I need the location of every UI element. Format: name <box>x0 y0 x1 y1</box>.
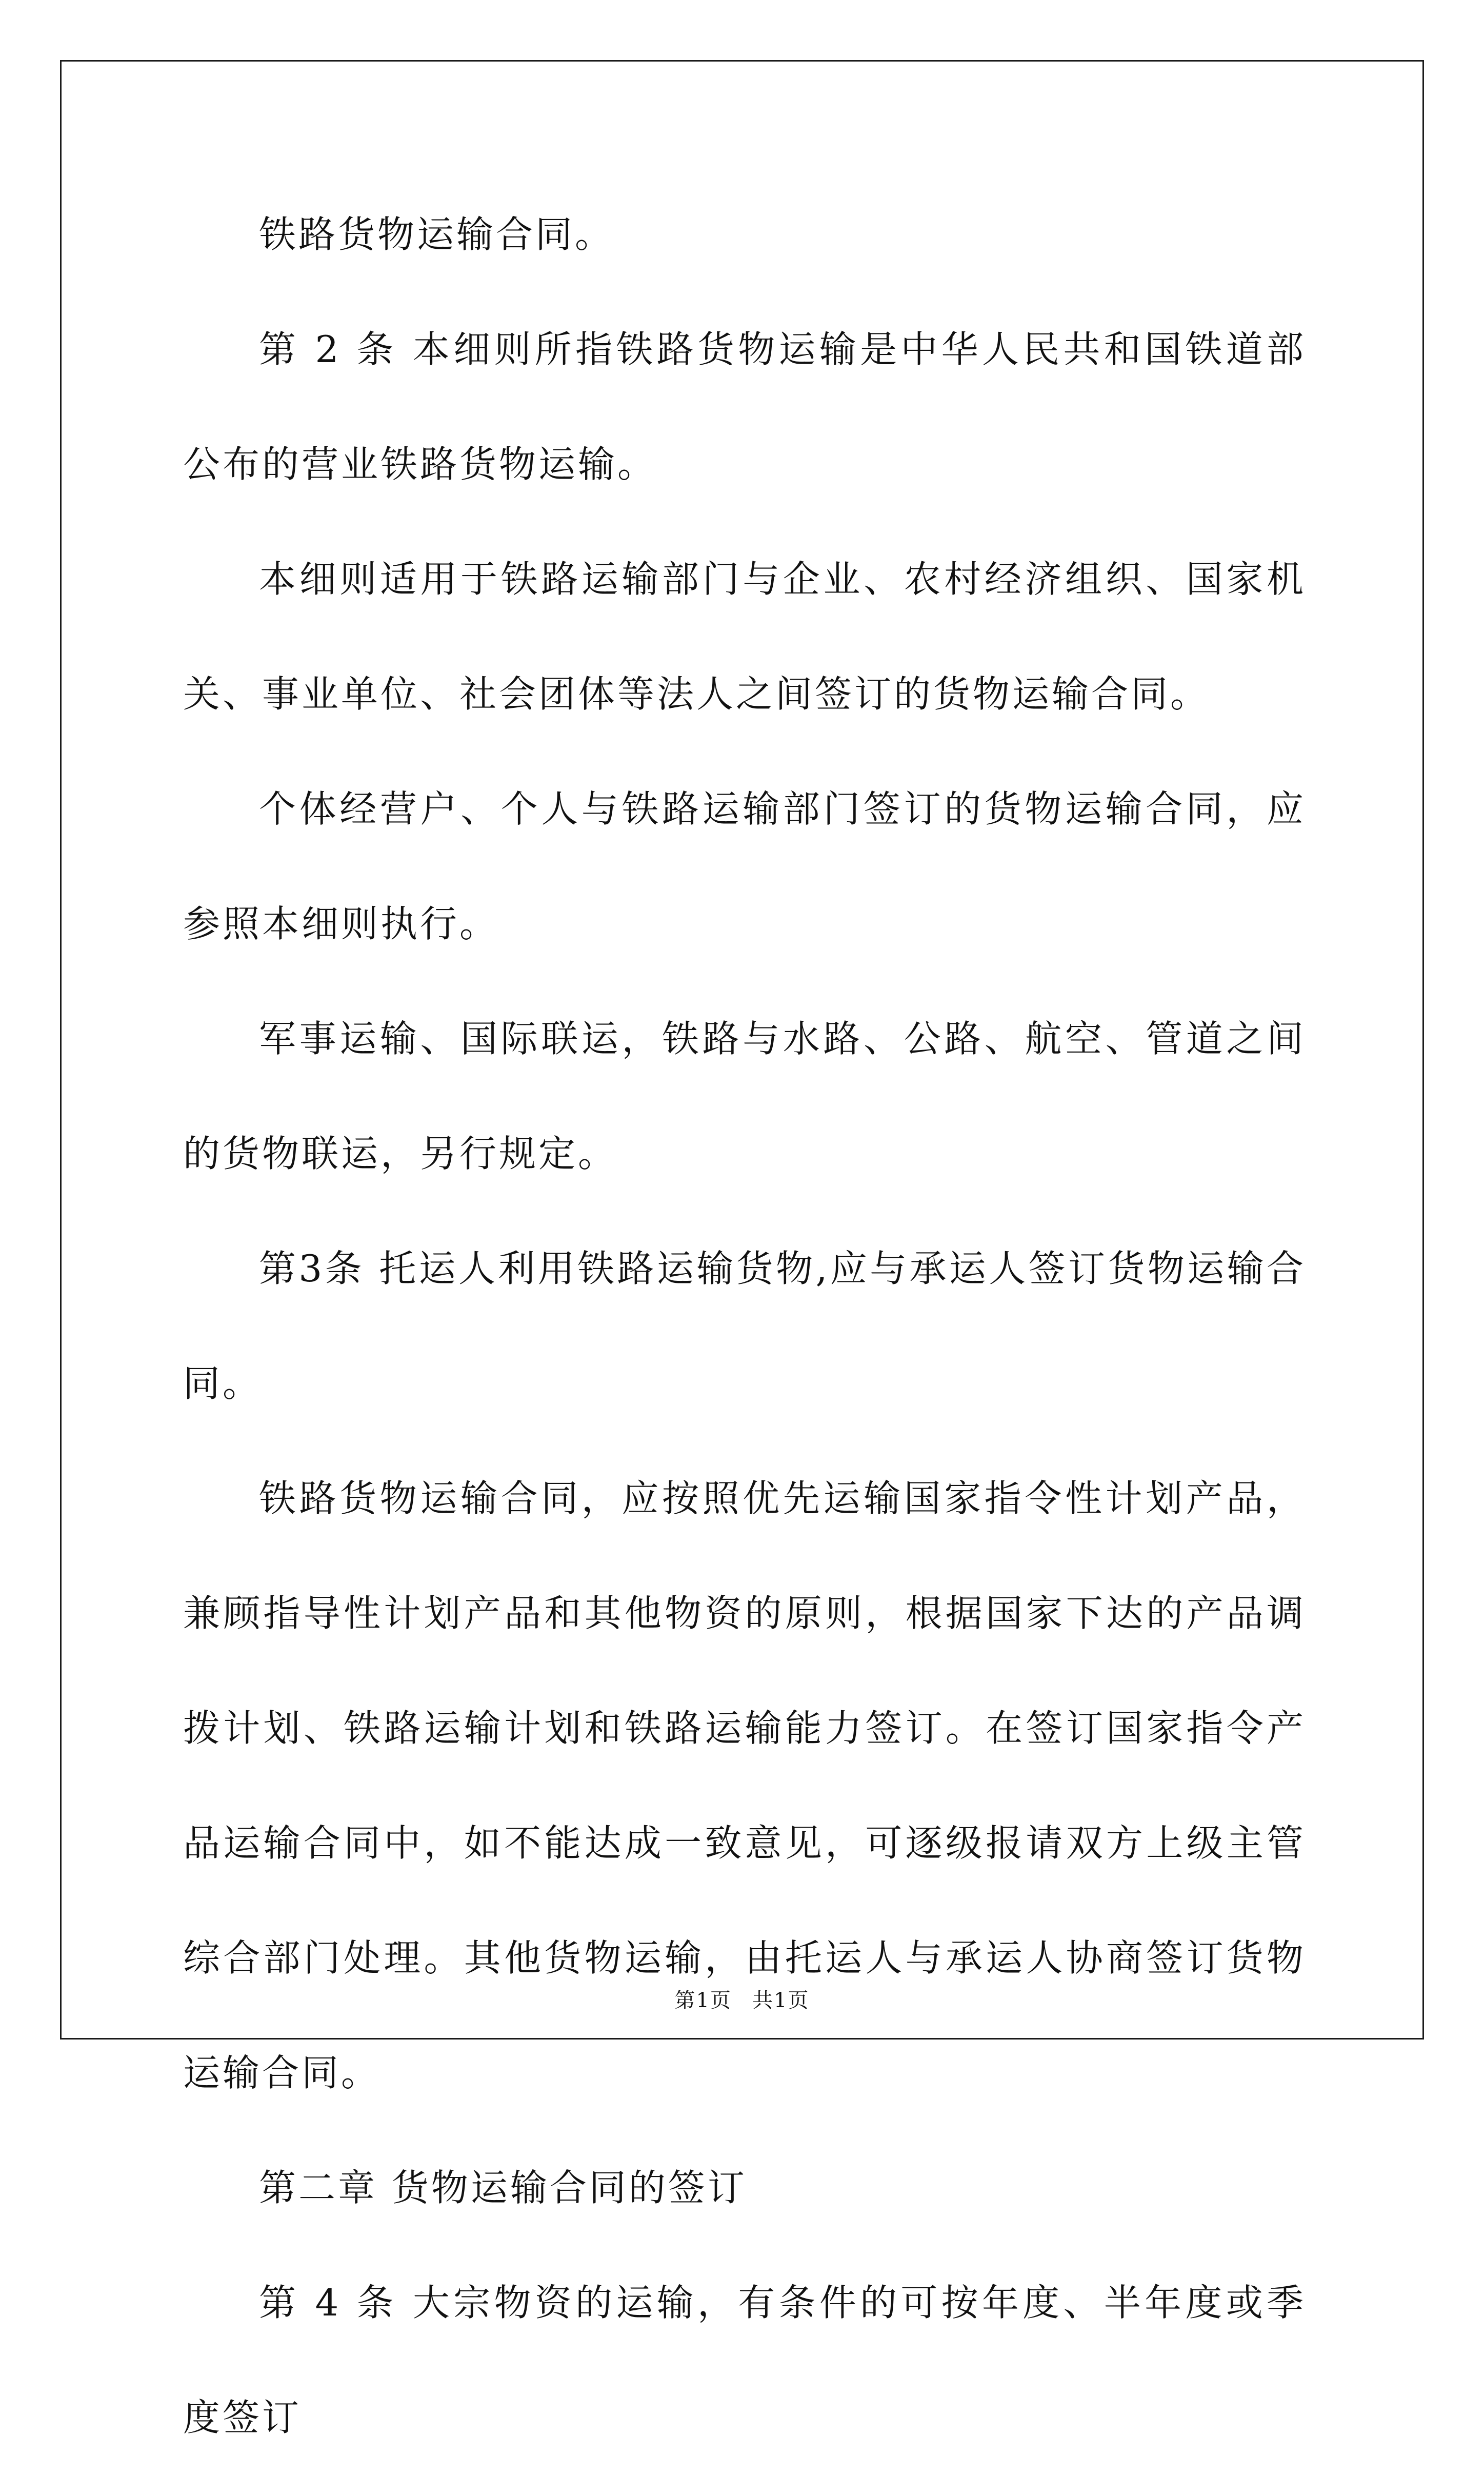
paragraph-5: 军事运输、国际联运，铁路与水路、公路、航空、管道之间的货物联运，另行规定。 <box>183 1017 1306 1175</box>
paragraph-4: 个体经营户、个人与铁路运输部门签订的货物运输合同，应参照本细则执行。 <box>183 787 1306 945</box>
paragraph-9: 第 4 条 大宗物资的运输，有条件的可按年度、半年度或季度签订 <box>183 2281 1306 2439</box>
page-footer <box>0 1984 1484 2013</box>
paragraph-1: 铁路货物运输合同。 <box>259 213 615 256</box>
paragraph-7: 铁路货物运输合同，应按照优先运输国家指令性计划产品，兼顾指导性计划产品和其他物资的原则，根据国家下达的产品调拨计划、铁路运输计划和铁路运输能力签订。在签订国家指令产品运输合同中，如不能达成一致意见，可逐级报请双方上级主管综合部门处理。其他货物运输，由托运人与承运人协商签订货物运输合同。 <box>183 1477 1306 2094</box>
paragraph-2: 第 2 条 本细则所指铁路货物运输是中华人民共和国铁道部公布的营业铁路货物运输。 <box>183 328 1306 486</box>
document-body <box>183 177 1306 2475</box>
page-total: 共1页 <box>752 1989 810 2012</box>
chapter-heading: 第二章 货物运输合同的签订 <box>259 2166 747 2209</box>
paragraph-6: 第3条 托运人利用铁路运输货物,应与承运人签订货物运输合同。 <box>183 1247 1306 1405</box>
paragraph-3: 本细则适用于铁路运输部门与企业、农村经济组织、国家机关、事业单位、社会团体等法人之间签订的货物运输合同。 <box>183 558 1306 716</box>
page-number: 第1页 <box>674 1989 732 2012</box>
